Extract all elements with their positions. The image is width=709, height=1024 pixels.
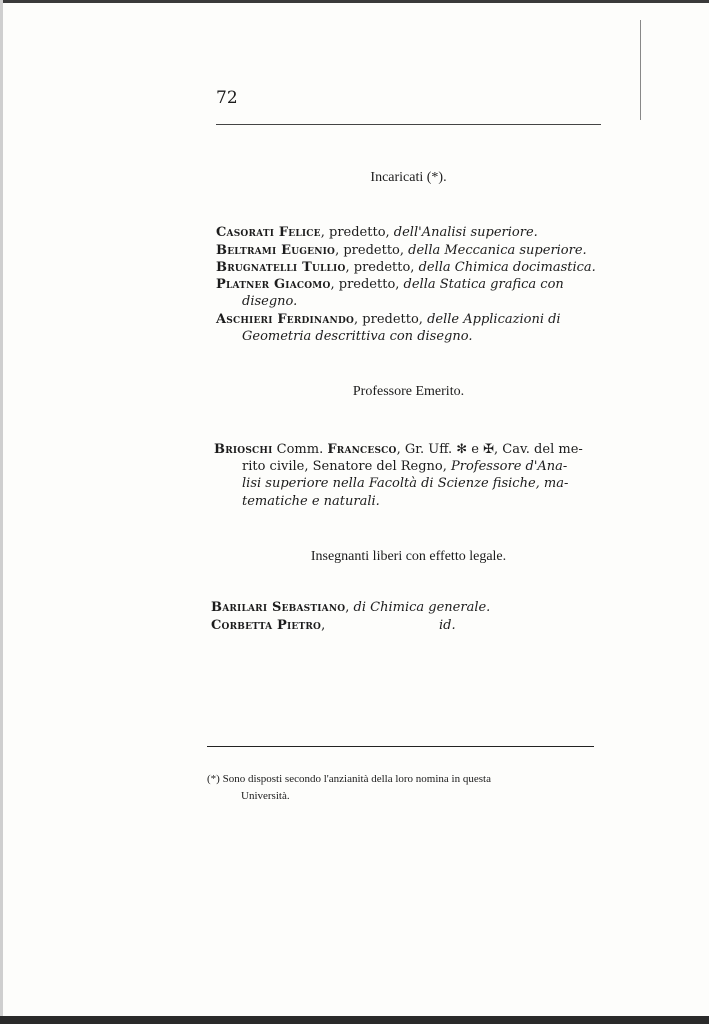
subject: delle Applicazioni di (427, 312, 561, 327)
header-rule (216, 124, 601, 125)
list-item: Platner Giacomo, predetto, della Statica grafica con (216, 277, 564, 292)
person-name: Aschieri Ferdinando (216, 312, 355, 327)
subject: della Statica grafica con (403, 277, 564, 292)
person-name: Beltrami Eugenio (216, 243, 336, 258)
list-item: Brioschi Comm. Francesco, Gr. Uff. ✻ e ✠, Cav. del me- (214, 442, 583, 457)
scan-bottom-edge (0, 1016, 709, 1024)
subject: disegno. (242, 294, 298, 309)
list-item-continuation: lisi superiore nella Facoltà di Scienze fisiche, ma- (242, 476, 569, 491)
scan-left-edge (0, 0, 3, 1024)
subject: della Meccanica superiore. (408, 243, 587, 258)
person-name: Barilari Sebastiano (211, 600, 346, 615)
person-name: Brugnatelli Tullio (216, 260, 346, 275)
subject: dell'Analisi superiore. (393, 225, 538, 240)
subject: di Chimica generale. (353, 600, 491, 615)
person-name: Platner Giacomo (216, 277, 331, 292)
footnote: (*) Sono disposti secondo l'anzianità della loro nomina in questa Università. (207, 773, 491, 802)
scan-top-edge (0, 0, 709, 3)
list-item-continuation (242, 328, 472, 345)
list-item: Beltrami Eugenio, predetto, della Meccanica superiore. (216, 243, 587, 258)
list-item-continuation: tematiche e naturali. (242, 494, 380, 509)
subject: della Chimica docimastica. (418, 260, 596, 275)
footnote-rule (207, 746, 594, 747)
list-item: Casorati Felice, predetto, dell'Analisi superiore. (216, 225, 538, 240)
list-item: Brugnatelli Tullio, predetto, della Chimica docimastica. (216, 260, 596, 275)
page-number: 72 (216, 88, 238, 108)
section-heading-incaricati: Incaricati (*). (370, 170, 447, 185)
section-heading-emerito: Professore Emerito. (352, 384, 465, 399)
list-item-continuation (242, 293, 297, 310)
list-item: Corbetta Pietro, (211, 618, 326, 633)
subject: Geometria descrittiva con disegno. (242, 329, 473, 344)
list-item: Barilari Sebastiano, di Chimica generale. (211, 600, 491, 615)
list-item: Aschieri Ferdinando, predetto, delle Applicazioni di (216, 312, 561, 327)
section-heading-liberi: Insegnanti liberi con effetto legale. (310, 549, 507, 564)
person-name: Corbetta Pietro (211, 618, 322, 633)
margin-mark (640, 20, 641, 120)
person-name: Brioschi (214, 442, 273, 457)
ditto-mark: id. (439, 618, 456, 633)
person-name: Casorati Felice (216, 225, 321, 240)
list-item-continuation: rito civile, Senatore del Regno, Professore d'Ana- (242, 459, 568, 474)
